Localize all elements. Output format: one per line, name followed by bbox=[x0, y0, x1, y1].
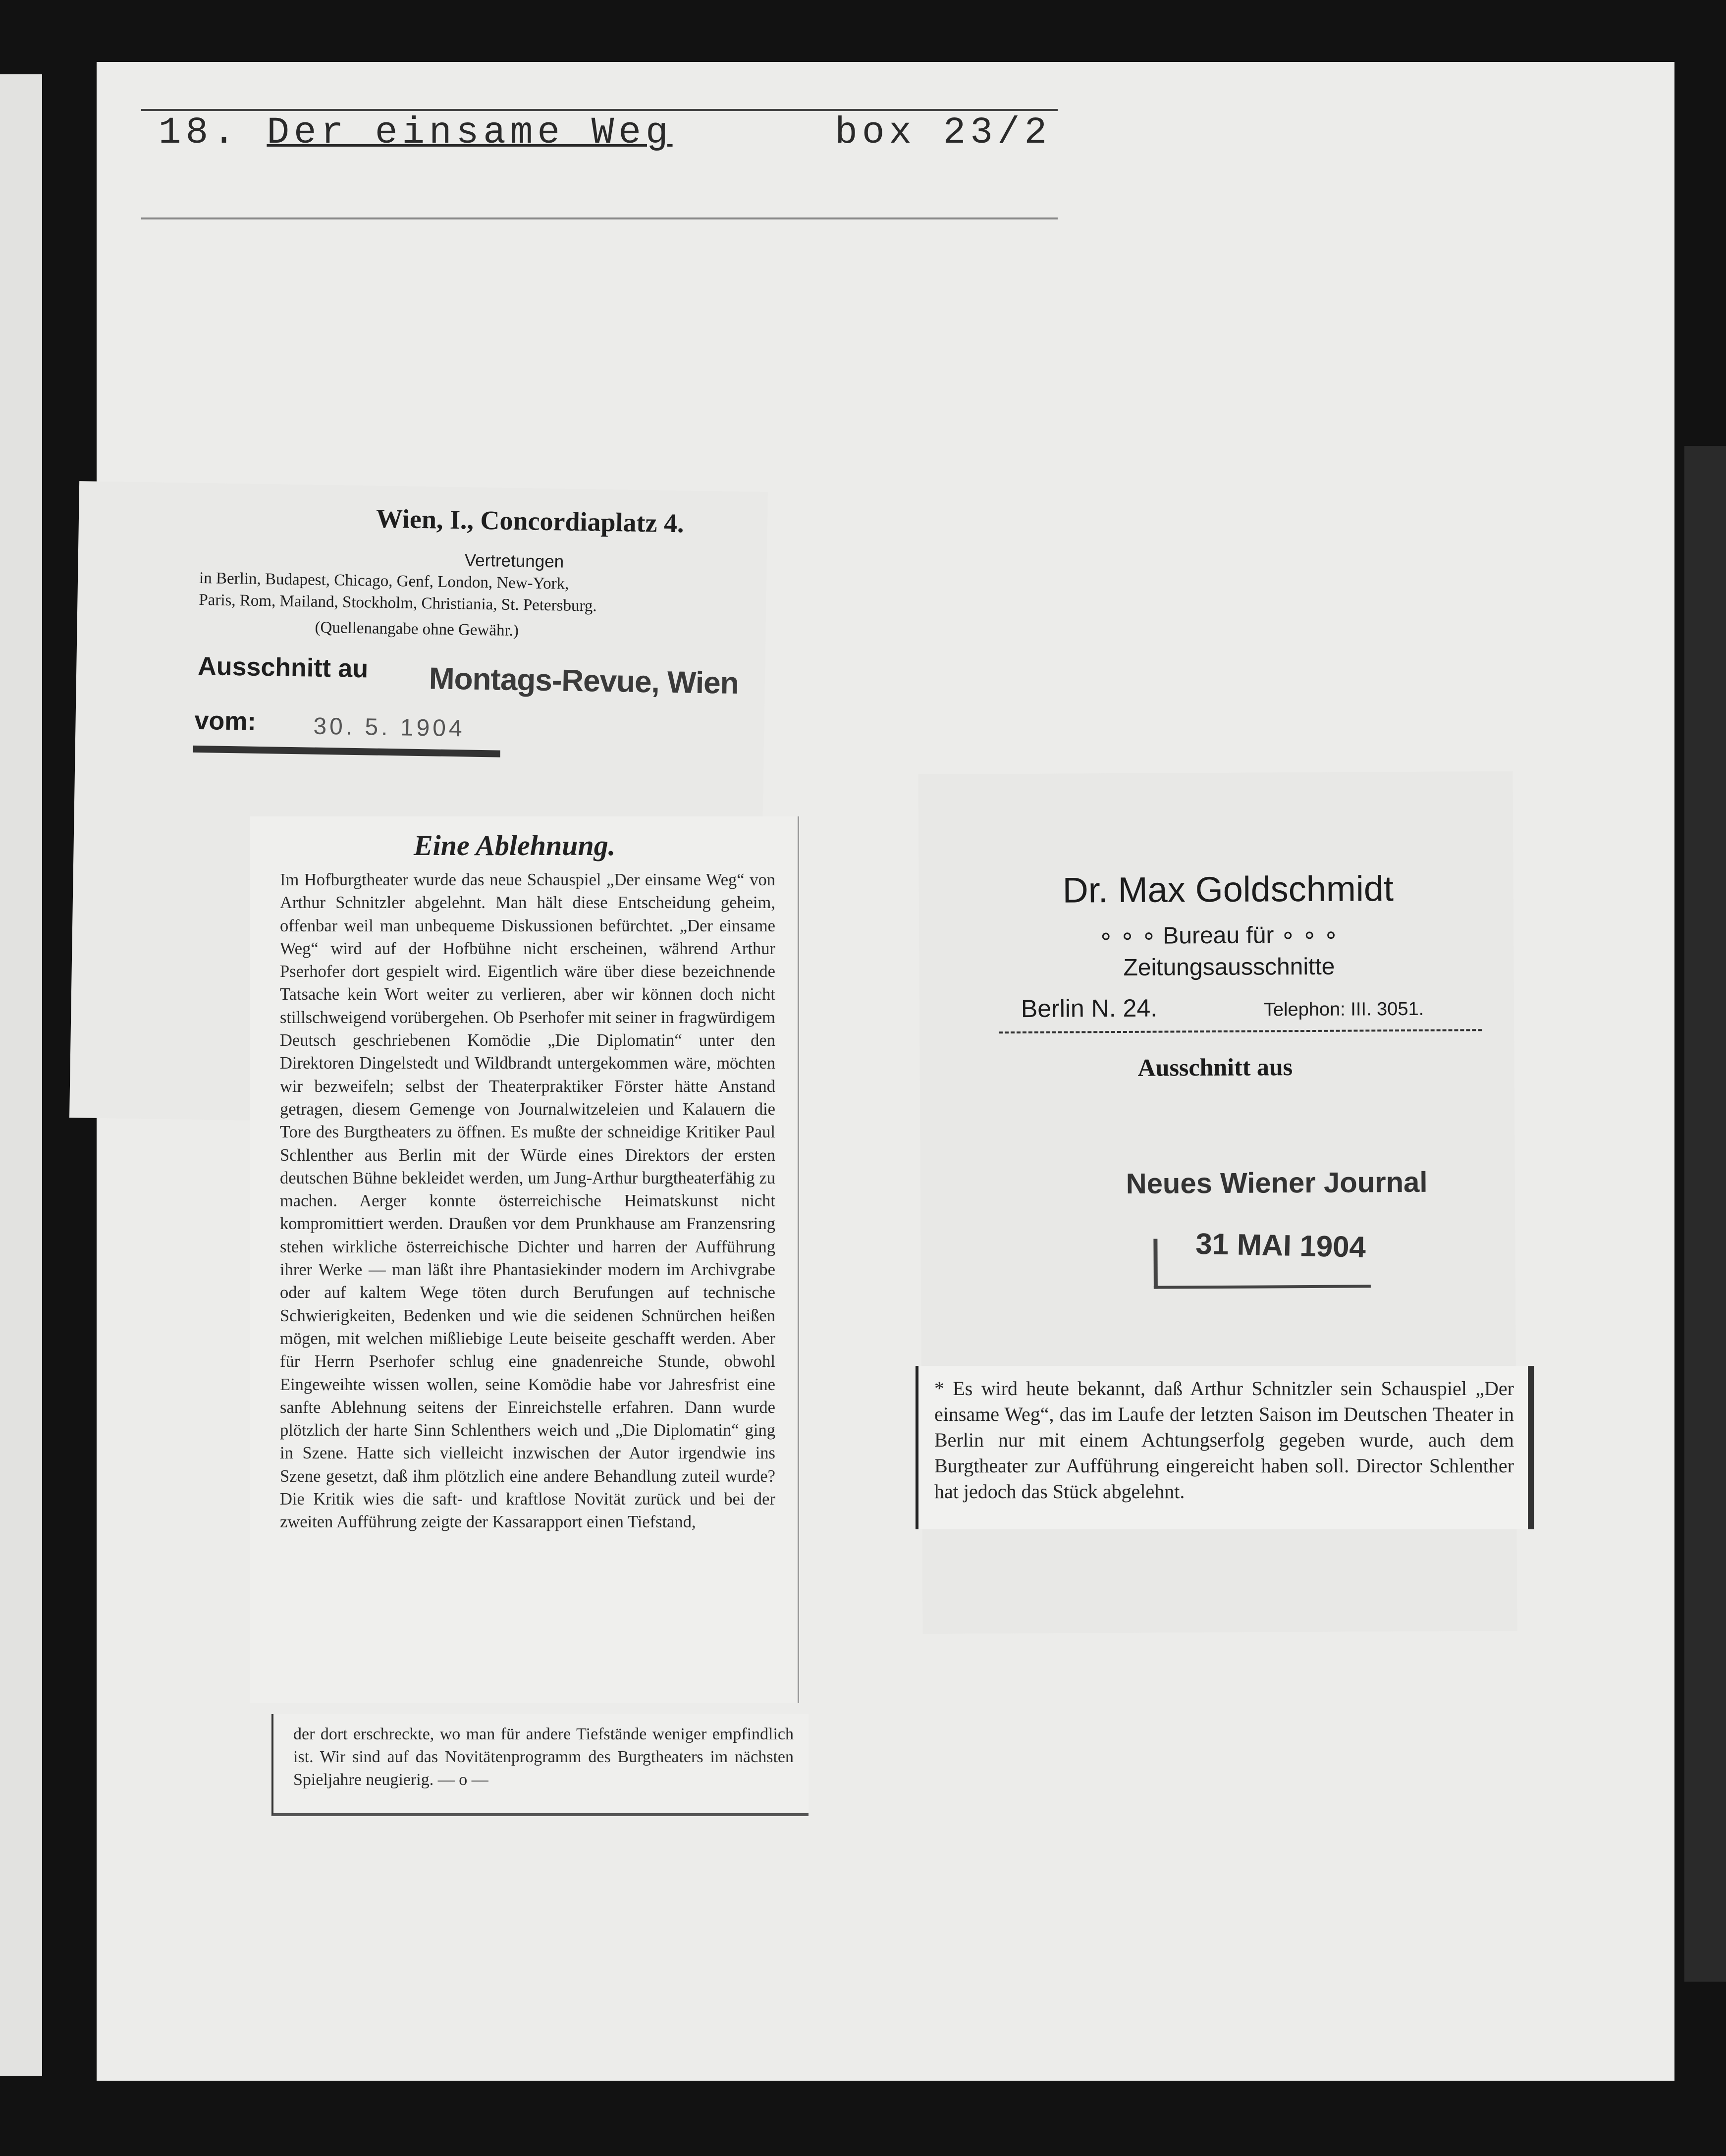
header-box: box 23/2 bbox=[835, 111, 1052, 154]
clipping-label: Ausschnitt au bbox=[197, 651, 369, 684]
article-body: Im Hofburgtheater wurde das neue Schauspiel „Der einsame Weg“ von Arthur Schnitzler abgelehnt. Man hält diese Entscheidung geheim, offenbar weil man unbequeme Diskussionen befürchtet. „Der einsame Weg“ wird auf der Hofbühne nicht erscheinen, während Arthur Pserhofer dort gespielt wird. Eigentlich wäre über diese bezeichnende Tatsache kein Wort weiter zu verlieren, aber wir können doch nicht stillschweigend vorübergehen. Ob Pserhofer mit seiner in fragwürdigem Deutsch geschriebenen Komödie „Die Diplomatin“ unter den Direktoren Dingelstedt und Wildbrandt untergekommen wäre, möchten wir bezweifeln; selbst der Theaterpraktiker Förster hätte Anstand getragen, diesem Gemenge von Journalwitzeleien und Kalauern die Tore des Burgtheaters zu öffnen. Es mußte der schneidige Kritiker Paul Schlenther aus Berlin mit der Würde eines Direktors der ersten deutschen Bühne bekleidet werden, um Jung-Arthur burgtheaterfähig zu machen. Aerger konnte österreichische Heimatskunst nicht kompromittiert werden. Draußen vor dem Prunkhause am Franzensring stehen wirkliche österreichische Dichter und harren der Aufführung ihrer Werke — man läßt ihre Phantasiekinder modern im Archivgrabe oder auf kaltem Wege töten durch Berufungen auf technische Schwierigkeiten, Bedenken und wie die seidenen Schnürchen heißen mögen, mit welchen mißliebige Leute beiseite geschafft werden. Aber für Herrn Pserhofer schlug eine gnadenreiche Stunde, obwohl Eingeweihte wissen wollen, seine Komödie habe vor Jahresfrist eine sanfte Ablehnung seitens der Einreichstelle erfahren. Dann wurde plötzlich der harte Sinn Schlenthers weich und „Die Diplomatin“ ging in Szene. Hatte sich vielleicht inzwischen der Autor irgendwie ins Szene gesetzt, daß ihm plötzlich eine andere Behandlung zuteil wurde? Die Kritik wies die saft- und kraftlose Novität zurück und bei der zweiten Aufführung zeigte der Kassarapport einen Tiefstand, bbox=[280, 870, 775, 1532]
source-disclaimer: (Quellenangabe ohne Gewähr.) bbox=[315, 618, 519, 640]
agency-bureau: ∘ ∘ ∘ Bureau für ∘ ∘ ∘ bbox=[1098, 921, 1339, 950]
header-number: 18. bbox=[159, 111, 240, 154]
agency-phone: Telephon: III. 3051. bbox=[1263, 998, 1424, 1021]
agency-name: Dr. Max Goldschmidt bbox=[1062, 869, 1394, 911]
source-stamp: Montags-Revue, Wien bbox=[429, 661, 739, 701]
clipping-label: Ausschnitt aus bbox=[1137, 1053, 1293, 1081]
page-edge-shadow bbox=[1684, 446, 1726, 1982]
article-heading: Eine Ablehnung. bbox=[414, 829, 616, 862]
article-body-continued: der dort erschreckte, wo man für andere Tiefstände weniger empfindlich ist. Wir sind auf das Novitätenprogramm des Burgtheaters im nächsten Spieljahre neugierig. — o — bbox=[293, 1725, 794, 1789]
clipping-left-continuation bbox=[271, 1714, 809, 1816]
newspaper-source: Neues Wiener Journal bbox=[1126, 1166, 1428, 1200]
dashed-rule bbox=[999, 1029, 1482, 1035]
agency-address: Wien, I., Concordiaplatz 4. bbox=[376, 503, 684, 539]
adjacent-page-edge bbox=[0, 74, 42, 2076]
cities-line-1: in Berlin, Budapest, Chicago, Genf, London, New-York, bbox=[199, 569, 569, 593]
date-label: vom: bbox=[194, 706, 257, 736]
agency-service: Zeitungsausschnitte bbox=[1123, 953, 1335, 981]
cities-list bbox=[199, 567, 597, 617]
header-label bbox=[159, 111, 1051, 154]
header-rule bbox=[193, 746, 500, 757]
clipping-left-article bbox=[250, 816, 799, 1703]
clipping-right-article bbox=[916, 1366, 1534, 1529]
date-value: 30. 5. 1904 bbox=[313, 713, 466, 742]
cities-line-2: Paris, Rom, Mailand, Stockholm, Christiania, St. Petersburg. bbox=[199, 591, 597, 615]
article-body: * Es wird heute bekannt, daß Arthur Schnitzler sein Schauspiel „Der einsame Weg“, das im Laufe der letzten Saison im Deutschen Theater in Berlin nur mit einem Achtungserfolg gegeben wurde, auch dem Burgtheater zur Aufführung eingereicht haben soll. Director Schlenther hat jedoch das Stück abgelehnt. bbox=[934, 1377, 1514, 1503]
date-stamp: 31 MAI 1904 bbox=[1195, 1227, 1366, 1264]
representations-label: Vertretungen bbox=[464, 550, 564, 572]
agency-city: Berlin N. 24. bbox=[1021, 994, 1158, 1023]
header-title: Der einsame Weg bbox=[267, 111, 673, 154]
